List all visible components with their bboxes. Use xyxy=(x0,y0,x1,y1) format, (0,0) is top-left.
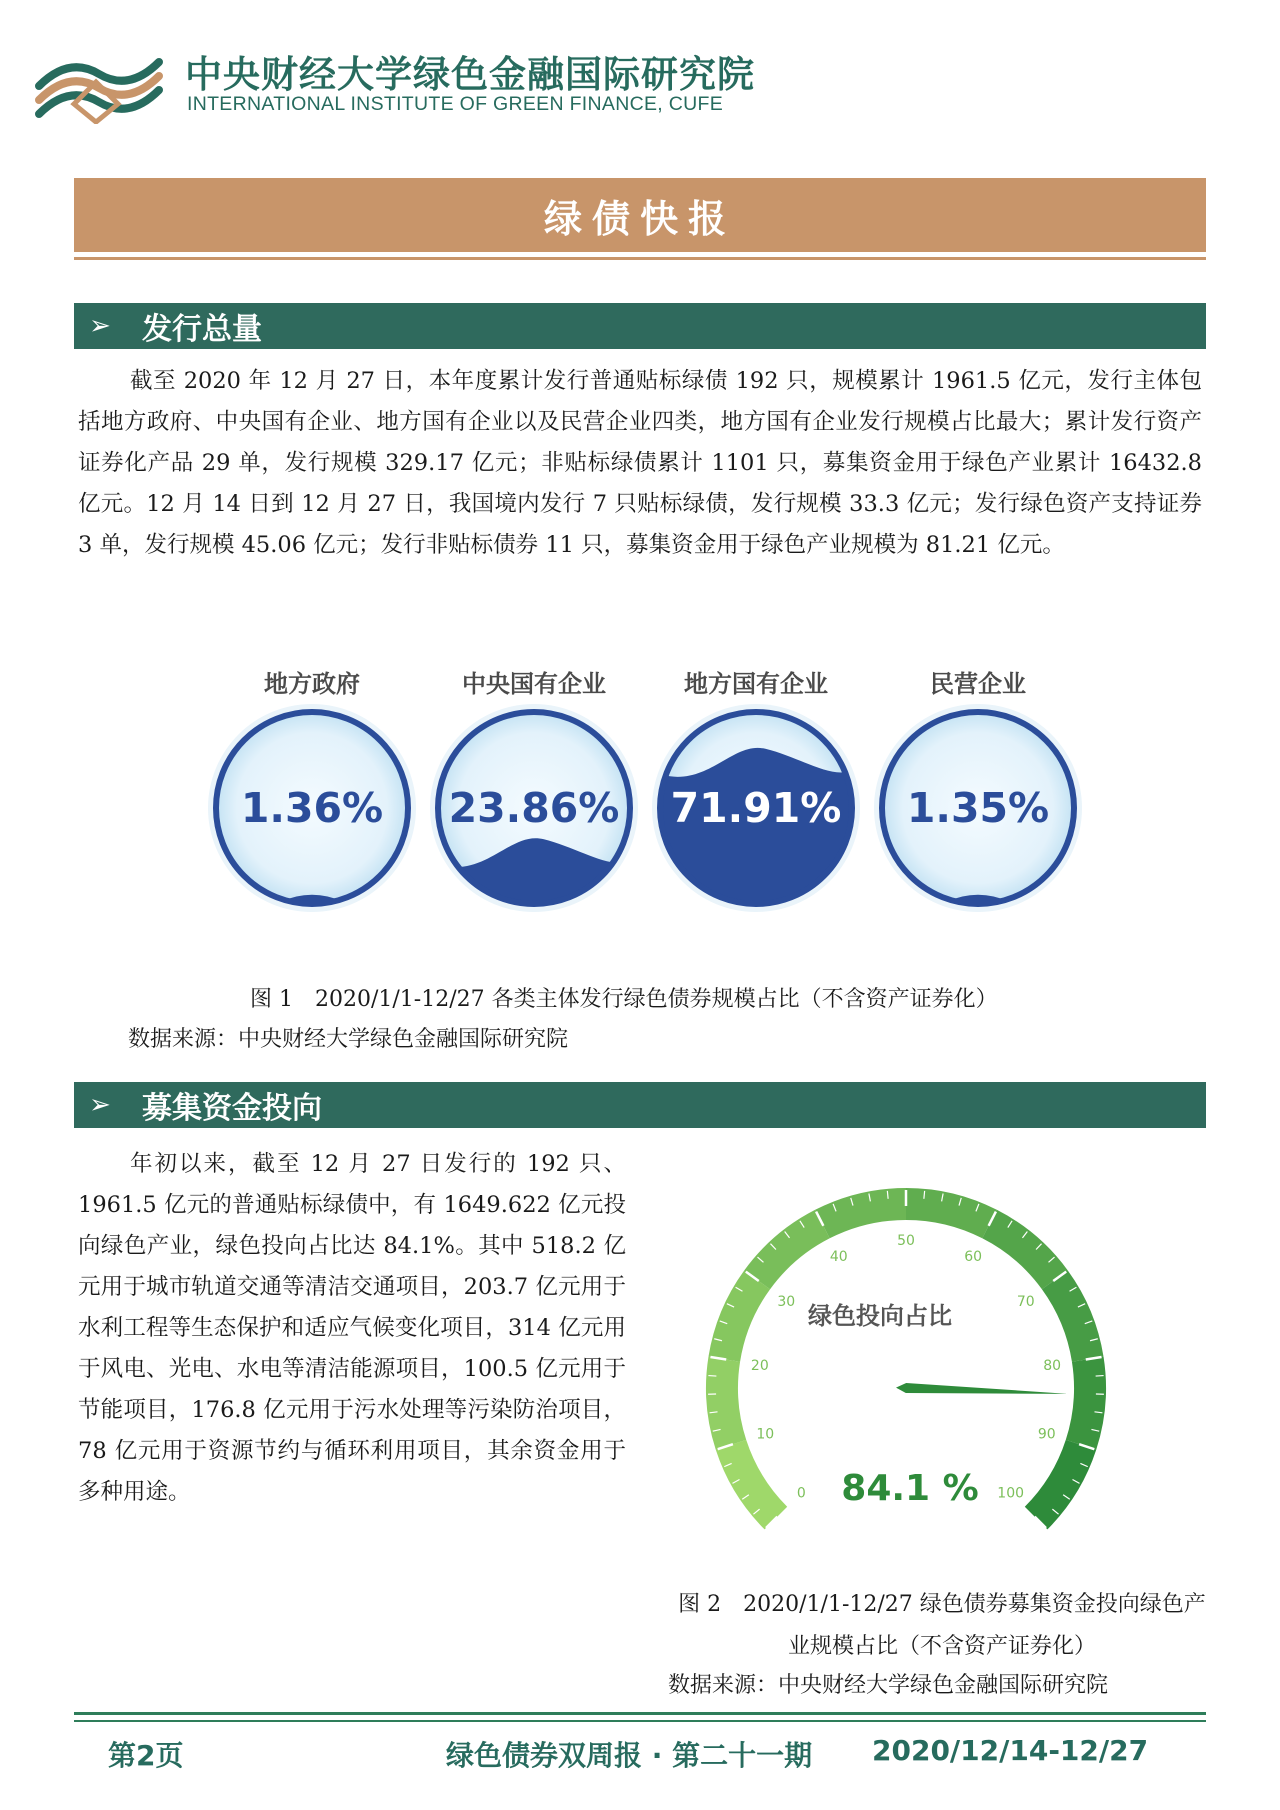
footer-rule xyxy=(74,1712,1206,1715)
bubble-gauge xyxy=(204,700,420,916)
gauge-band xyxy=(706,1357,746,1450)
gauge-tick-label: 30 xyxy=(777,1294,796,1311)
bubble-label: 中央国有企业 xyxy=(462,670,606,698)
bubble-gauge xyxy=(870,700,1086,916)
figure-2-caption: 图 2 2020/1/1-12/27 绿色债券募集资金投向绿色产业规模占比（不含资产证券化） xyxy=(678,1592,1206,1659)
gauge-tick-label: 50 xyxy=(897,1233,915,1249)
arrow-icon: ➢ xyxy=(89,311,111,341)
bubble-gauge xyxy=(426,700,642,916)
figure-1-source: 数据来源：中央财经大学绿色金融国际研究院 xyxy=(128,1027,569,1052)
banner-underline xyxy=(74,257,1206,260)
date-range: 2020/12/14-12/27 xyxy=(872,1734,1149,1767)
section-bar-issuance xyxy=(74,303,1206,349)
gauge-tick-label: 90 xyxy=(1037,1426,1056,1443)
gauge-band xyxy=(744,1210,830,1289)
gauge-band xyxy=(982,1210,1068,1289)
gauge-band xyxy=(815,1188,906,1238)
bubble-value: 1.36% xyxy=(240,784,384,832)
gauge-tick-label: 10 xyxy=(756,1426,775,1443)
footer-rule xyxy=(74,1720,1206,1722)
iigf-logo-icon xyxy=(34,44,164,124)
bubble-gauge xyxy=(648,700,864,916)
bubble-value: 1.35% xyxy=(906,784,1050,832)
gauge-tick-label: 80 xyxy=(1043,1357,1062,1374)
section-title: 发行总量 xyxy=(142,312,262,347)
gauge-value: 84.1 % xyxy=(841,1468,979,1509)
org-name-cn: 中央财经大学绿色金融国际研究院 xyxy=(185,53,755,96)
gauge-tick-label: 0 xyxy=(796,1485,806,1502)
org-name-en: INTERNATIONAL INSTITUTE OF GREEN FINANCE, CUFE xyxy=(187,93,723,115)
bubble-label: 民营企业 xyxy=(930,670,1026,698)
gauge-tick-label: 100 xyxy=(997,1485,1025,1502)
arrow-icon: ➢ xyxy=(89,1090,111,1120)
gauge-tick xyxy=(887,1191,888,1199)
gauge-title: 绿色投向占比 xyxy=(808,1302,952,1330)
bubble-value: 71.91% xyxy=(670,784,842,832)
gauge-tick xyxy=(708,1376,716,1377)
title-banner xyxy=(74,178,1206,252)
gauge-band xyxy=(708,1270,770,1361)
gauge-tick-label: 40 xyxy=(829,1249,848,1266)
gauge-band xyxy=(906,1188,997,1238)
figure-1-caption: 图 1 2020/1/1-12/27 各类主体发行绿色债券规模占比（不含资产证券化） xyxy=(250,987,998,1012)
gauge-tick-label: 20 xyxy=(750,1357,769,1374)
fund-use-paragraph: 年初以来，截至 12 月 27 日发行的 192 只、1961.5 亿元的普通贴标绿债中，有 1649.622 亿元投向绿色产业，绿色投向占比达 84.1%。其中 518.2 亿元用于城市轨道交通等清洁交通项目，203.7 亿元用于水利工程等生态保护和适应气候变化项目，314 亿元用于风电、光电、水电等清洁能源项目，100.5 亿元用于节能项目，176.8 亿元用于污水处理等污染防治项目，78 亿元用于资源节约与循环利用项目，其余资金用于多种用途。 xyxy=(78,1151,626,1505)
gauge-needle xyxy=(896,1383,1068,1394)
gauge-tick-label: 70 xyxy=(1016,1294,1035,1311)
section-title: 募集资金投向 xyxy=(142,1091,322,1126)
bubble-value: 23.86% xyxy=(448,784,620,832)
gauge-tick-label: 60 xyxy=(964,1249,983,1266)
figure-2-source: 数据来源：中央财经大学绿色金融国际研究院 xyxy=(668,1673,1109,1698)
gauge-band xyxy=(1042,1270,1104,1361)
gauge-tick xyxy=(1096,1376,1104,1377)
bubble-label: 地方国有企业 xyxy=(684,670,828,698)
section-bar-fund-use xyxy=(74,1082,1206,1128)
gauge-tick xyxy=(924,1191,925,1199)
bubble-label: 地方政府 xyxy=(264,670,360,698)
green-ratio-gauge xyxy=(676,1170,1156,1590)
issuance-paragraph: 截至 2020 年 12 月 27 日，本年度累计发行普通贴标绿债 192 只，规模累计 1961.5 亿元，发行主体包括地方政府、中央国有企业、地方国有企业以及民营企业四类，地方国有企业发行规模占比最大；累计发行资产证券化产品 29 单，发行规模 329.17 亿元；非贴标绿债累计 1101 只，募集资金用于绿色产业累计 16432.8 亿元。12 月 14 日到 12 月 27 日，我国境内发行 7 只贴标绿债，发行规模 33.3 亿元；发行绿色资产支持证券 3 单，发行规模 45.06 亿元；发行非贴标债券 11 只，募集资金用于绿色产业规模为 81.21 亿元。 xyxy=(78,368,1202,558)
gauge-band xyxy=(1066,1357,1106,1450)
banner-title: 绿债快报 xyxy=(543,196,736,241)
issue-title: 绿色债券双周报 · 第二十一期 xyxy=(446,1739,813,1772)
page-number: 第2页 xyxy=(108,1739,184,1772)
